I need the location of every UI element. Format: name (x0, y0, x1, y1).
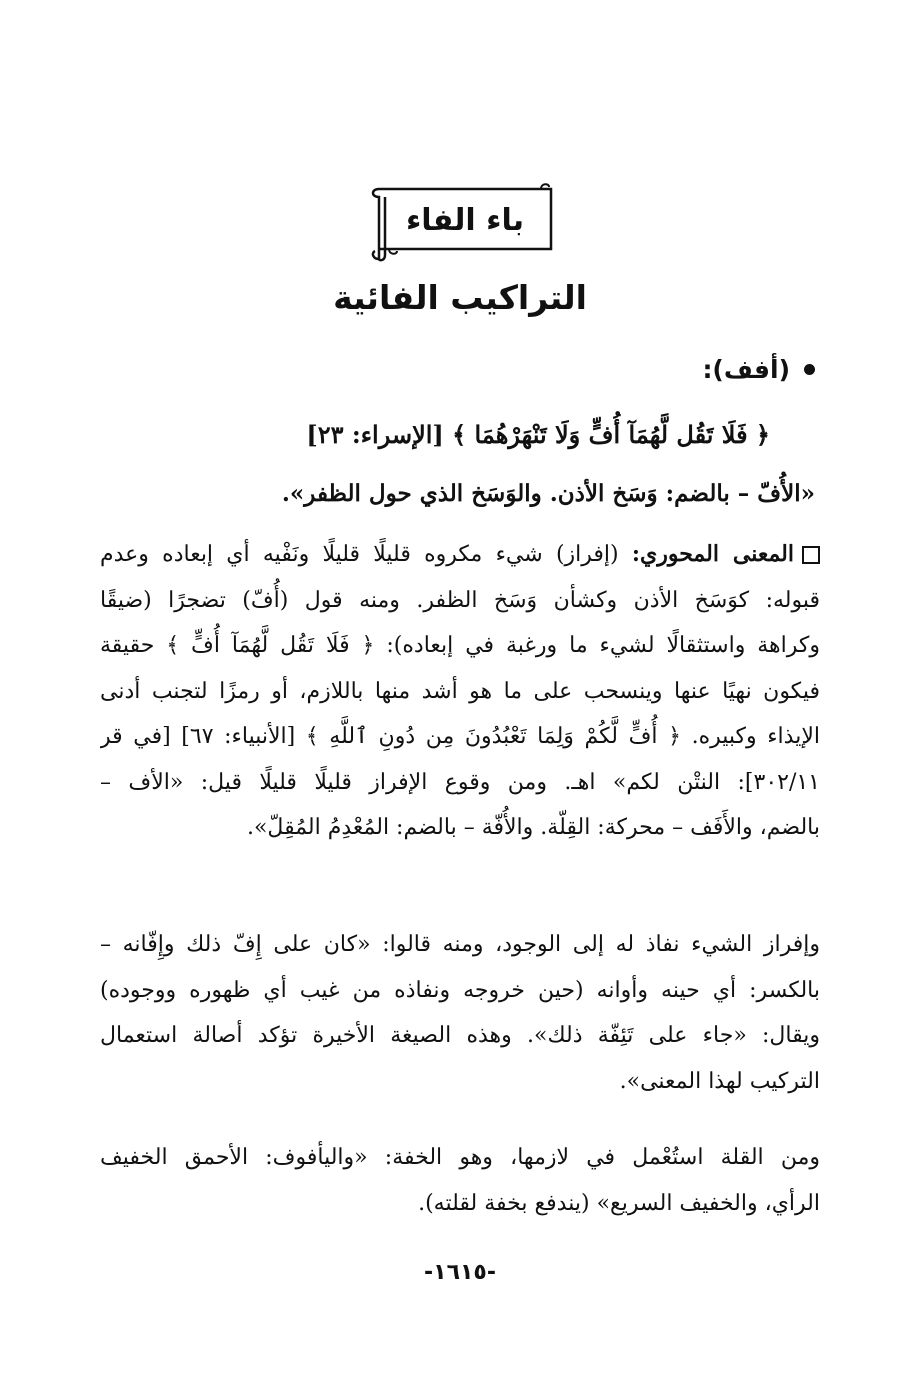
paragraph-lightness (100, 1135, 820, 1226)
paragraph-line: وإفراز الشيء نفاذ له إلى الوجود، ومنه قالوا: «كان على إِفّ ذلك وإِفّانه – (100, 932, 820, 957)
section-title: باء الفاء (405, 202, 525, 238)
section-header-scroll (365, 183, 557, 263)
paragraph-core-meaning (100, 532, 820, 851)
paragraph-line: الإيذاء وكبيره. ﴿ أُفٍّ لَّكُمْ وَلِمَا تَعْبُدُونَ مِن دُونِ ٱللَّهِ ﴾ [الأنبياء: ٦٧] [في قر (100, 724, 820, 749)
paragraph-line: قبوله: كوَسَخ الأذن وكشأن وَسَخ الظفر. ومنه قول (أُفّ) تضجرًا (ضيقًا (100, 587, 820, 613)
quran-verse: ﴿ فَلَا تَقُل لَّهُمَآ أُفٍّ وَلَا تَنْهَرْهُمَا ﴾ [الإسراء: ٢٣] (306, 420, 770, 449)
core-meaning-label: المعنى المحوري: (631, 541, 794, 567)
page-number: -١٦١٥- (424, 1260, 496, 1285)
paragraph-line: الرأي، والخفيف السريع» (يندفع بخفة لقلته). (418, 1190, 820, 1216)
square-marker-icon (802, 546, 820, 564)
paragraph-line (100, 532, 820, 578)
paragraph-line: بالكسر: أي حينه وأوانه (حين خروجه ونفاذه من غيب أي ظهوره ووجوده) (100, 977, 820, 1003)
bullet-icon (804, 364, 815, 375)
paragraph-line: وكراهة واستثقالًا لشيء ما ورغبة في إبعاده): ﴿ فَلَا تَقُل لَّهُمَآ أُفٍّ ﴾ حقيقة (100, 633, 820, 658)
entry-heading (702, 355, 815, 384)
paragraph-line: ويقال: «جاء على تَئِفّة ذلك». وهذه الصيغة الأخيرة تؤكد أصالة استعمال (100, 1023, 820, 1048)
paragraph-line: بالضم، والأَفَف – محركة: القِلّة. والأُفّة – بالضم: المُعْدِمُ المُقِلّ». (246, 815, 820, 840)
paragraph-line: ٣٠٢/١١]: النتْن لكم» اهـ. ومن وقوع الإفراز قليلًا قليلًا قيل: «الأف – (100, 769, 820, 795)
paragraph-line: التركيب لهذا المعنى». (619, 1068, 820, 1094)
paragraph-line: ومن القلة استُعْمل في لازمها، وهو الخفة: «واليأفوف: الأحمق الخفيف (100, 1145, 820, 1170)
paragraph-text: (إفراز) شيء مكروه قليلًا قليلًا ونَفْيه أي إبعاده وعدم (100, 542, 619, 567)
entry-root-label: (أفف): (702, 355, 790, 384)
paragraph-emergence (100, 922, 820, 1104)
paragraph-line: فيكون نهيًا عنها وينسحب على ما هو أشد منها باللازم، أو رمزًا لتجنب أدنى (100, 678, 820, 704)
chapter-title: التراكيب الفائية (333, 278, 587, 317)
lexical-definition: «الأُفّ – بالضم: وَسَخ الأذن. والوَسَخ الذي حول الظفر». (281, 480, 815, 507)
